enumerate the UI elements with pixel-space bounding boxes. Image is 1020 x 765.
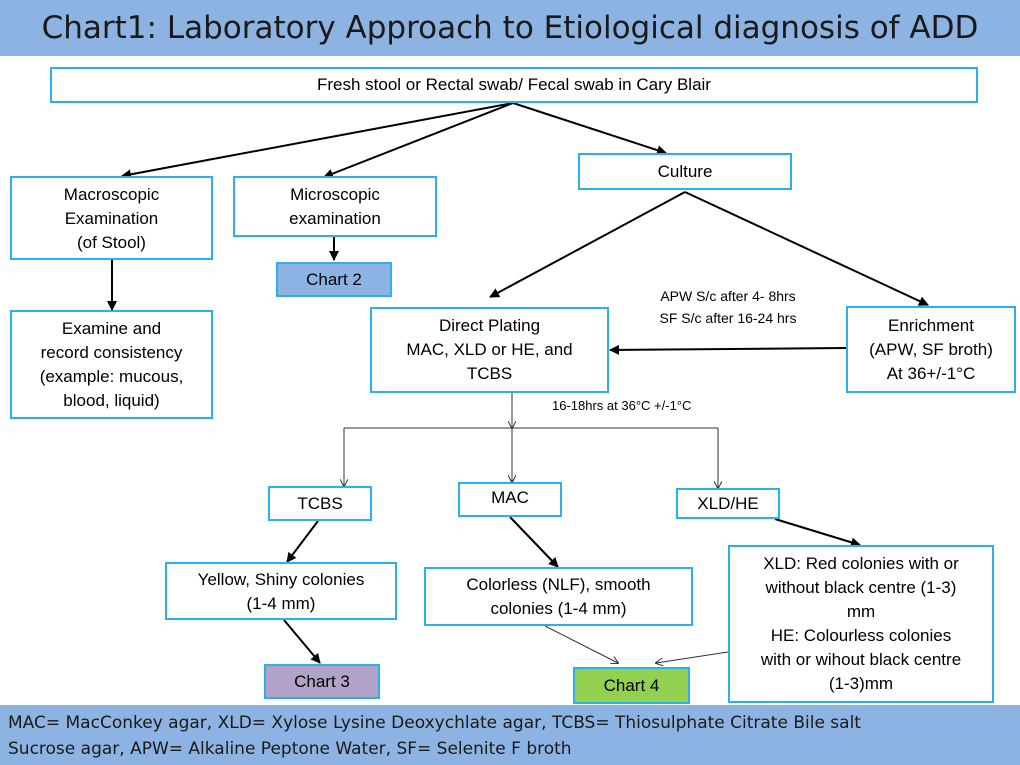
arrow-specimen-culture [513, 103, 666, 153]
xldhe-box [676, 488, 780, 519]
enrichment-box [846, 306, 1016, 393]
arrow-macresult-chart4 [545, 626, 618, 663]
chart4-label: Chart 4 [603, 675, 660, 695]
chart2-label: Chart 2 [306, 269, 362, 289]
arrow-tcbsresult-chart3 [284, 620, 320, 663]
arrow-specimen-microscopic [324, 103, 513, 177]
tcbs-result-box [165, 562, 397, 620]
arrow-tcbs-result [287, 521, 318, 562]
abbreviations-footer [0, 705, 1020, 765]
tcbs-label: TCBS [297, 493, 343, 513]
microscopic-box [233, 176, 437, 237]
arrow-specimen-macroscopic [122, 103, 513, 176]
xldhe-label: XLD/HE [697, 493, 759, 513]
culture-box [578, 153, 792, 190]
examine-box [10, 310, 213, 419]
enrichment-label: Enrichment (APW, SF broth) At 36+/-1°C [869, 315, 993, 383]
macroscopic-box [10, 176, 213, 260]
tcbs-box [268, 486, 372, 521]
arrow-xldresult-chart4 [656, 652, 728, 663]
direct-plating-label: Direct Plating MAC, XLD or HE, and TCBS [406, 316, 573, 383]
incubation-note: 16-18hrs at 36°C +/-1°C [552, 398, 692, 413]
specimen-label: Fresh stool or Rectal swab/ Fecal swab in Cary Blair [317, 75, 711, 94]
microscopic-label: Microscopic examination [289, 185, 381, 228]
arrow-culture-directplating [490, 192, 685, 297]
chart2-box[interactable] [276, 262, 392, 297]
examine-label: Examine and record consistency (example: mucous, blood, liquid) [39, 318, 184, 410]
mac-result-box [424, 567, 693, 626]
arrow-mac-result [510, 517, 558, 567]
page-title: Chart1: Laboratory Approach to Etiological diagnosis of ADD [41, 10, 979, 46]
footer-line-2: Sucrose agar, APW= Alkaline Peptone Water, SF= Selenite F broth [8, 739, 572, 759]
xld-result-label: XLD: Red colonies with or without black centre (1-3) mm HE: Colourless colonies with or wihout black centre (1-3)mm [760, 554, 962, 693]
mac-box [458, 482, 562, 517]
mac-result-label: Colorless (NLF), smooth colonies (1-4 mm) [466, 574, 651, 618]
subculture-note: APW S/c after 4- 8hrs SF S/c after 16-24 hrs [659, 288, 797, 326]
mac-label: MAC [491, 488, 529, 507]
chart3-label: Chart 3 [294, 671, 350, 691]
specimen-box [50, 67, 978, 103]
footer-line-1: MAC= MacConkey agar, XLD= Xylose Lysine Deoxychlate agar, TCBS= Thiosulphate Citrate Bile salt [8, 713, 861, 733]
chart3-box[interactable] [264, 664, 380, 699]
direct-plating-box [370, 307, 609, 393]
chart4-box[interactable] [573, 667, 690, 704]
culture-label: Culture [657, 161, 713, 181]
tcbs-result-label: Yellow, Shiny colonies (1-4 mm) [197, 570, 365, 613]
arrow-enrichment-directplating [610, 348, 846, 350]
xld-result-box [728, 545, 994, 703]
macroscopic-label: Macroscopic Examination (of Stool) [63, 185, 160, 252]
arrow-xldhe-result [775, 519, 860, 545]
